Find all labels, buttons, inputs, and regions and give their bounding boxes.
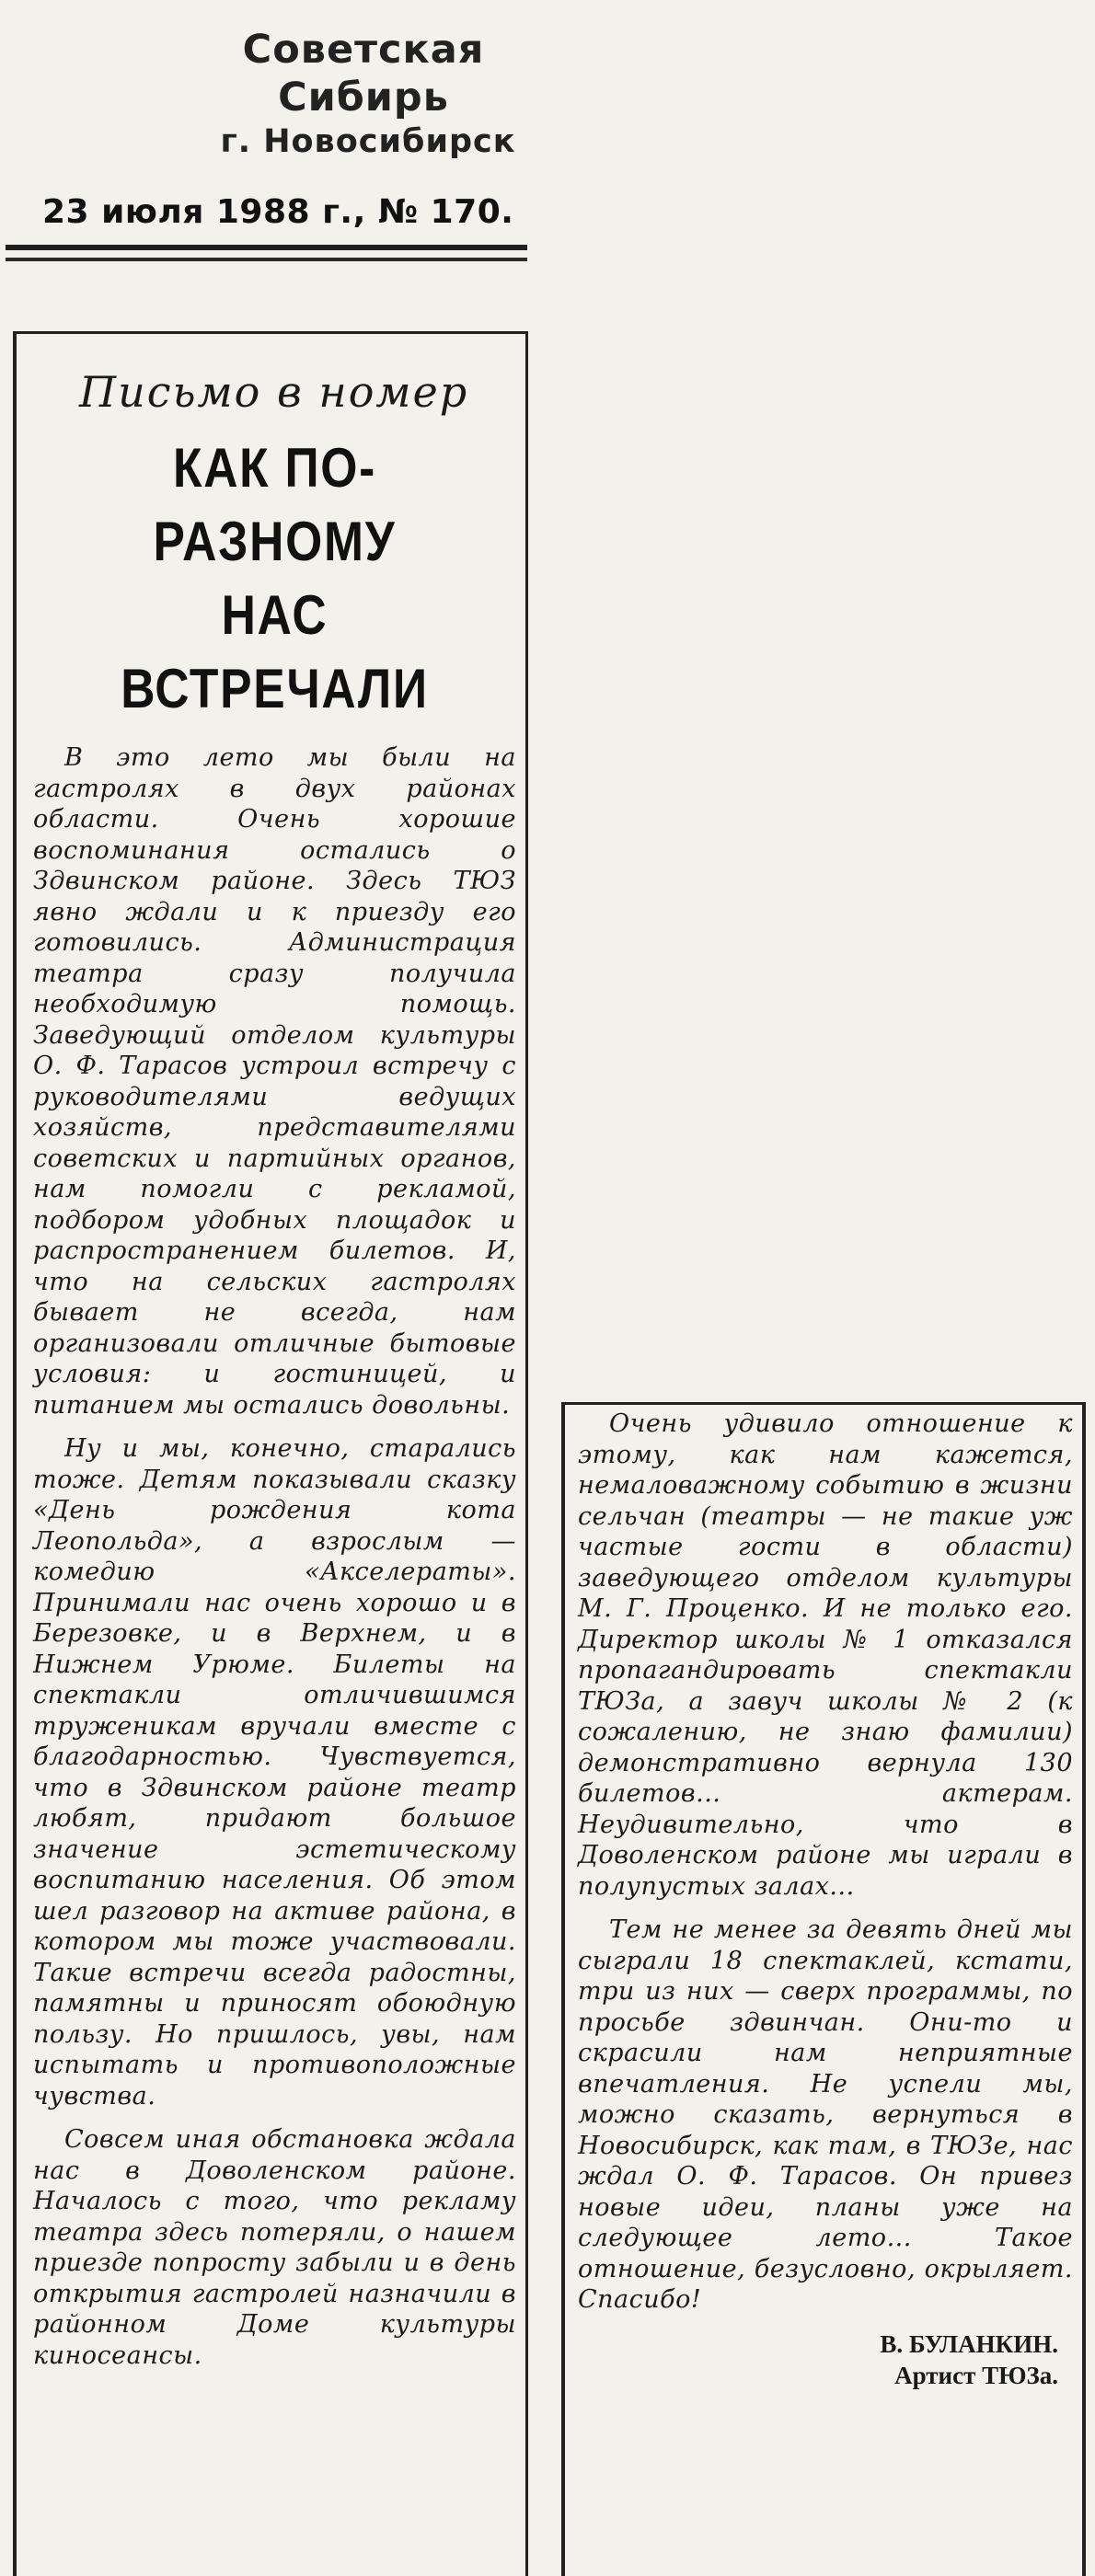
headline-line-1: КАК ПО-РАЗНОМУ (153, 437, 397, 572)
paragraph: Совсем иная обстановка ждала нас в Доволенском районе. Началось с того, что рекламу театра здесь потеряли, о нашем приезде попросту забыли и в день открытия гастролей назначили в районном Доме культуры киносеансы. (33, 2125, 516, 2370)
issue-date: 23 июля 1988 г., № 170. (42, 193, 514, 231)
paragraph: Очень удивило отношение к этому, как нам кажется, немаловажному событию в жизни сельчан (театры — не такие уж частые гости в области) заведующего отделом культуры М. Г. Проценко. И не только его. Директор школы № 1 отказался пропагандировать спектакли ТЮЗа, а завуч школы № 2 (к сожалению, не знаю фамилии) демонстративно вернула 130 билетов... актерам. Неудивительно, что в Доволенском районе мы играли в полупустых залах... (578, 1409, 1073, 1901)
author-role: Артист ТЮЗа. (894, 2361, 1058, 2389)
paragraph: Тем не менее за девять дней мы сыграли 18 спектаклей, кстати, три из них — сверх программы, по просьбе здвинчан. Они-то и скрасили нам неприятные впечатления. Не успели мы, можно сказать, вернуться в Новосибирск, как там, в ТЮЗе, нас ждал О. Ф. Тарасов. Он привез новые идеи, планы уже на следующее лето... Такое отношение, безусловно, окрыляет. Спасибо! (578, 1915, 1073, 2314)
newspaper-city: г. Новосибирск (220, 123, 516, 160)
divider-rule (6, 245, 527, 261)
paragraph: В это лето мы были на гастролях в двух районах области. Очень хорошие воспоминания остались о Здвинском районе. Здесь ТЮЗ явно ждали и к приезду его готовились. Администрация театра сразу получила необходимую помощь. Заведующий отделом культуры О. Ф. Тарасов устроил встречу с руководителями ведущих хозяйств, представителями советских и партийных органов, нам помогли с рекламой, подбором удобных площадок и распространением билетов. И, что на сельских гастролях бывает не всегда, нам организовали отличные бытовые условия: и гостиницей, и питанием мы остались довольны. (33, 743, 516, 1420)
article-column-right (561, 1402, 1086, 2576)
paragraph: Ну и мы, конечно, старались тоже. Детям показывали сказку «День рождения кота Леопольда», а взрослым — комедию «Акселераты». Принимали нас очень хорошо и в Березовке, и в Верхнем, и в Нижнем Урюме. Билеты на спектакли отличившимся труженикам вручали вместе с благодарностью. Чувствуется, что в Здвинском районе театр любят, придают большое значение эстетическому воспитанию населения. Об этом шел разговор на активе района, в котором мы тоже участвовали. Такие встречи всегда радостны, памятны и приносят обоюдную пользу. Но пришлось, увы, нам испытать и противоположные чувства. (33, 1434, 516, 2110)
newspaper-name: Советская Сибирь (242, 27, 485, 121)
article-headline (67, 431, 483, 726)
article-rubric: Письмо в номер (79, 367, 469, 417)
headline-line-2: НАС ВСТРЕЧАЛИ (121, 584, 429, 719)
article-column-left (13, 331, 528, 2576)
newspaper-stamp (189, 26, 538, 162)
author-name: В. БУЛАНКИН. (880, 2329, 1058, 2358)
